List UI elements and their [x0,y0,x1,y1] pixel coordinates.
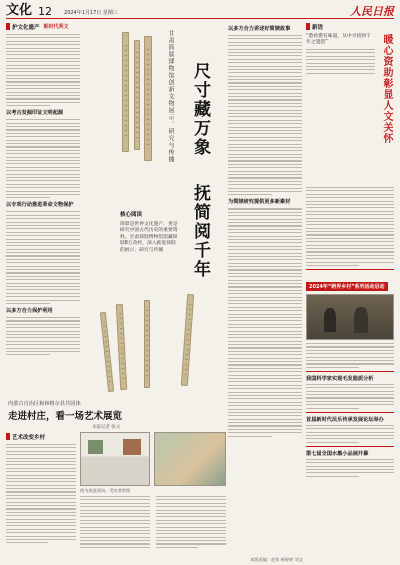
middle-column [228,22,302,552]
article-subhead: 以多方合力讲述好简牍故事 [228,26,291,32]
article-body-lines [306,425,394,443]
core-reading-title: 核心阅读 [120,212,143,218]
news-brief-headline: 第七届全国水墨小品展开幕 [306,450,369,457]
column-title: 暖心资助彰显人文关怀 [381,34,392,144]
bamboo-slip-photo [144,36,152,161]
article-body-lines [228,35,302,195]
section-label: 新语 [312,24,324,31]
section-marker-icon [306,23,310,30]
bamboo-slip-photo [122,32,129,152]
bamboo-slip-photo [116,304,127,390]
feature-title-1: 尺寸藏万象 [190,62,210,157]
masthead [6,3,394,19]
article-body-lines [306,343,394,368]
page-footer: 本版责编：赵荣 杨婷婷 刘文 [250,557,303,562]
divider [306,446,394,447]
core-reading-text: 简牍是世界文化遗产，更是研究中国古代历史的重要资料。甘肃简牍博物馆馆藏简牍8万余枚，深入推进简牍的展示、研究与传播 [120,221,178,253]
core-reading-box [120,212,178,292]
exhibition-photo [154,432,226,486]
exhibition-photo [80,432,150,486]
section-header [306,22,394,31]
article-body-lines [306,49,375,74]
section-sublabel: 彰时代英文 [43,24,69,30]
article-body-lines [6,34,80,106]
page-number: 12 [38,5,53,18]
news-photo [306,294,394,340]
right-column [306,22,394,552]
bottom-mid-column [80,496,226,554]
article-body-lines [306,384,394,409]
article-body-lines [306,187,394,266]
article-body-lines [228,208,302,436]
divider [306,412,394,413]
section-marker-icon [6,23,10,30]
divider [306,269,394,270]
article-body-lines [6,444,76,543]
feature-title-2: 抚简阅千年 [190,184,210,279]
section-header [6,22,80,31]
section-name: 文化 [6,3,33,18]
bamboo-slip-photo [144,300,150,388]
feature-story [84,22,226,394]
article-subhead: 以多方合力保护利用 [6,308,53,315]
story-byline: 本报记者 张文 [92,425,121,430]
bamboo-slip-photo [100,312,114,392]
newspaper-logo: 人民日报 [350,5,394,18]
publication-date: 2024年1月17日 星期三 [64,10,118,16]
feature-deck: 甘肃简牍博物馆创新文物展示、研究与传播 [167,30,174,163]
photo-caption: 图为展览现场。受访者供图 [80,488,131,493]
article-body-lines [6,119,80,198]
bamboo-slip-photo [134,40,140,150]
article-subhead: 以考古发掘印证文明起源 [6,110,64,117]
article-body-lines [80,496,226,550]
article-body-lines [306,459,394,477]
article-body-lines [6,317,80,355]
bottom-left-column [6,432,76,552]
section-label: 艺术改变乡村 [12,434,46,441]
article-body-lines [6,211,80,304]
section-header [6,432,76,441]
news-brief-headline: 我国科学家实现毛发脂质分析 [306,375,374,382]
column-quote: “愈看愈有味道，从中寻找到千年之遗韵” [306,34,371,45]
left-column [6,22,80,392]
section-label: 护文化遗产 [12,24,40,31]
article-subhead: 以专项行动推进革命文物保护 [6,202,74,209]
story-kicker: 内蒙古自治区和林格尔县共同体 [8,401,81,407]
section-marker-icon [6,433,10,440]
story-headline: 走进村庄，看一场艺术展览 [8,411,123,422]
bamboo-slip-photo [181,294,194,386]
news-brief-headline: 首届新时代民乐传承发展论坛举办 [306,416,384,423]
news-brief-headline: 2024年“跨界乡村”系列活动启动 [306,282,388,291]
article-subhead: 为简牍研究提供更多新素材 [228,199,291,206]
divider [306,371,394,372]
